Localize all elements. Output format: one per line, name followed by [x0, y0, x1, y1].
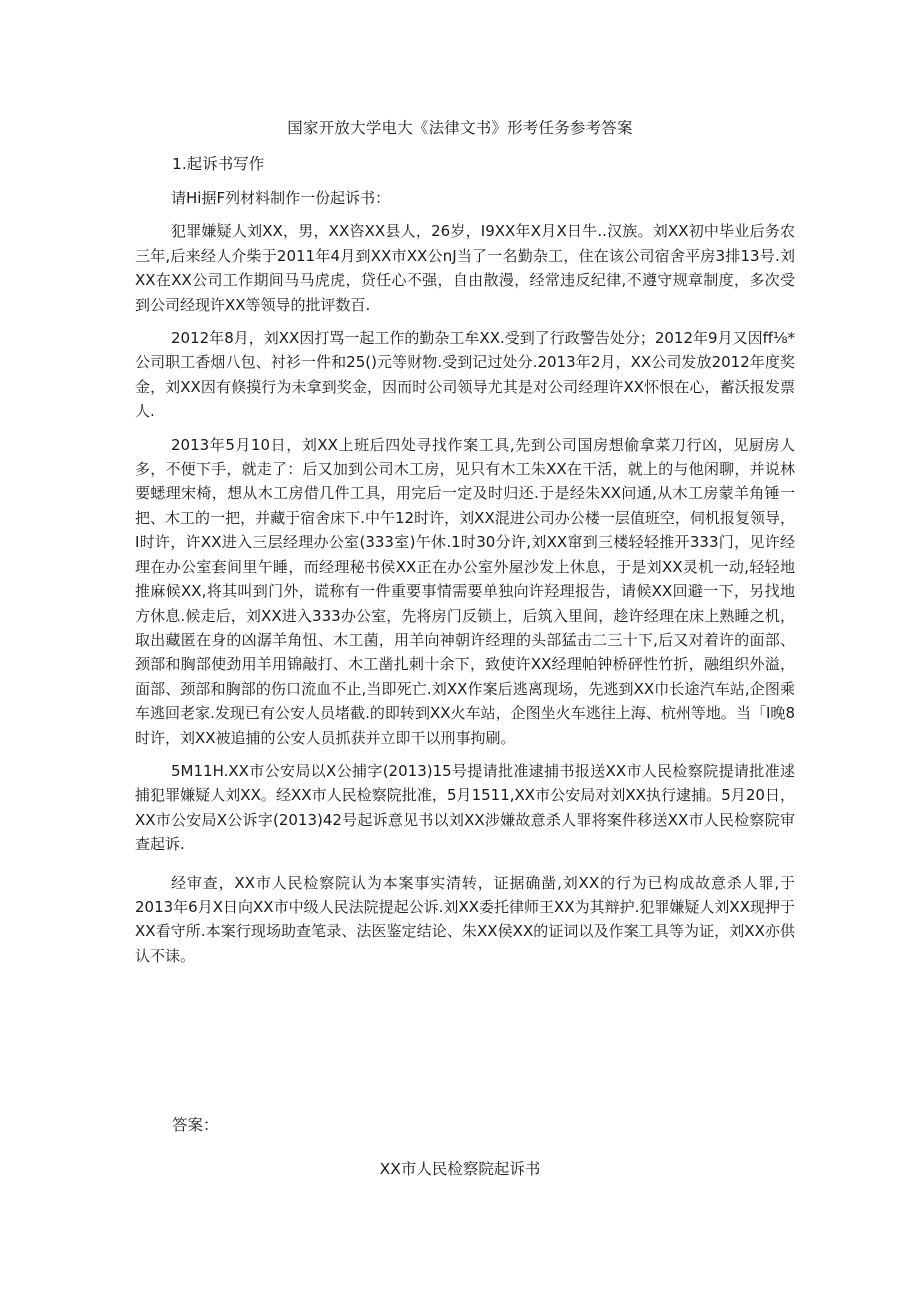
body-paragraph: 2012年8月，刘XX因打骂一起工作的勤杂工牟XX.受到了行政警告处分；2012年9月又因ff⅛*公司职工香烟八包、衬衫一件和25()元等财物.受到记过处分.2013年2月，XX公司发放2012年度奖金，刘XX因有倏摸行为未拿到奖金，因而时公司领导尤其是对公司经理许XX怀恨在心，蓄沃报发票人.	[135, 329, 795, 421]
instruction-paragraph: 请Hi据F列材料制作一份起诉书：	[171, 189, 391, 207]
body-paragraph: 2013年5月10日，刘XX上班后四处寻找作案工具,先到公司国房想偷拿菜刀行凶，见厨房人多，不便下手，就走了：后又加到公司木工房，见只有木工朱XX在干活，就上的与他闲聊，并说林要蟋理宋椅，想从木工房借几件工具，用完后一定及时归还.于是经朱XX问通,从木工房蒙羊角锤一把、木工的一把，并藏于宿舍床下.中午12时许，刘XX混进公司办公楼一层值班空，伺机报复领导，I时许，许XX进入三层经理办公室(333室)午休.1时30分许,刘XX窜到三楼轻轻推开333门，见许经理在办公室套间里午睡，而经理秘书侯XX正在办公室外屋沙发上休息，于是刘XX灵机一动,轻轻地推麻候XX,将其叫到门外，谎称有一件重要事情需要单独向许羟理报告，请候XX回避一下，另找地方休息.候走后，刘XX进入333办公室，先将房门反锁上，后筑入里间，趁许经理在床上熟睡之机，取出藏匿在身的凶潺羊角忸、木工菌，用羊向神朝许经理的头部猛击二三十下,后又对着许的面部、颈部和胸部使劲用羊用锦敲打、木工凿扎刺十余下，致使许XX经理帕钟桥砰性竹折，融组织外溢，面部、颈部和胸部的伤口流血不止,当即死亡.刘XX作案后逃离现场，先逃到XX巾长途汽车站,企图乘车逃回老家.发现已有公安人员堵截.的即转到XX火车站，企图坐火车逃往上海、杭州等地。当「I晚8时许，刘XX被追捕的公安人员抓获并立即干以刑事拘刷。	[135, 435, 795, 747]
section-heading: 1.起诉书写作	[172, 155, 265, 173]
body-paragraph: 5M11H.XX市公安局以X公捕字(2013)15号提请批准逮捕书报送XX市人民检察院提请批准逑捕犯罪嫌疑人刘XX。经XX市人民检察院批准，5月1511,XX市公安局对刘XX执行逮捕。5月20日，XX市公安局X公诉字(2013)42号起诉意见书以刘XX涉嫌故意杀人罪将案件移送XX市人民检察院审查起诉.	[135, 761, 795, 854]
document-title: 国家开放大学电大《法律文书》形考任务参考答案	[287, 119, 633, 137]
answer-title: XX市人民检察院起诉书	[379, 1160, 541, 1178]
body-paragraph: 经审查，XX市人民检察院认为本案事实清转，证据确凿,刘XX的行为已构成故意杀人罪,于2013年6月X日向XX市中级人民法院提起公诉.刘XX委托律师王XX为其辩护.犯罪嫌疑人刘XX现押于XX看守所.本案行现场助查笔录、法医鉴定结论、朱XX侯XX的证词以及作案工具等为证，刘XX亦供认不诔。	[135, 873, 795, 965]
answer-label: 答案：	[172, 1116, 219, 1134]
body-paragraph: 犯罪嫌疑人刘XX，男，XX咨XX县人，26岁，I9XX年X月X日牛..汉族。刘XX初中毕业后务农三年,后来经人介柴于2011年4月到XX市XX公nJ当了一名勤杂工，住在该公司宿舍平房3排13号.刘XX在XX公司工作期间马马虎虎，贷任心不强，自由散漫，经常违反纪律,不遵守规章制度，多次受到公司经现许XX等领导的批评数百.	[135, 222, 795, 314]
document-body	[135, 186, 795, 968]
